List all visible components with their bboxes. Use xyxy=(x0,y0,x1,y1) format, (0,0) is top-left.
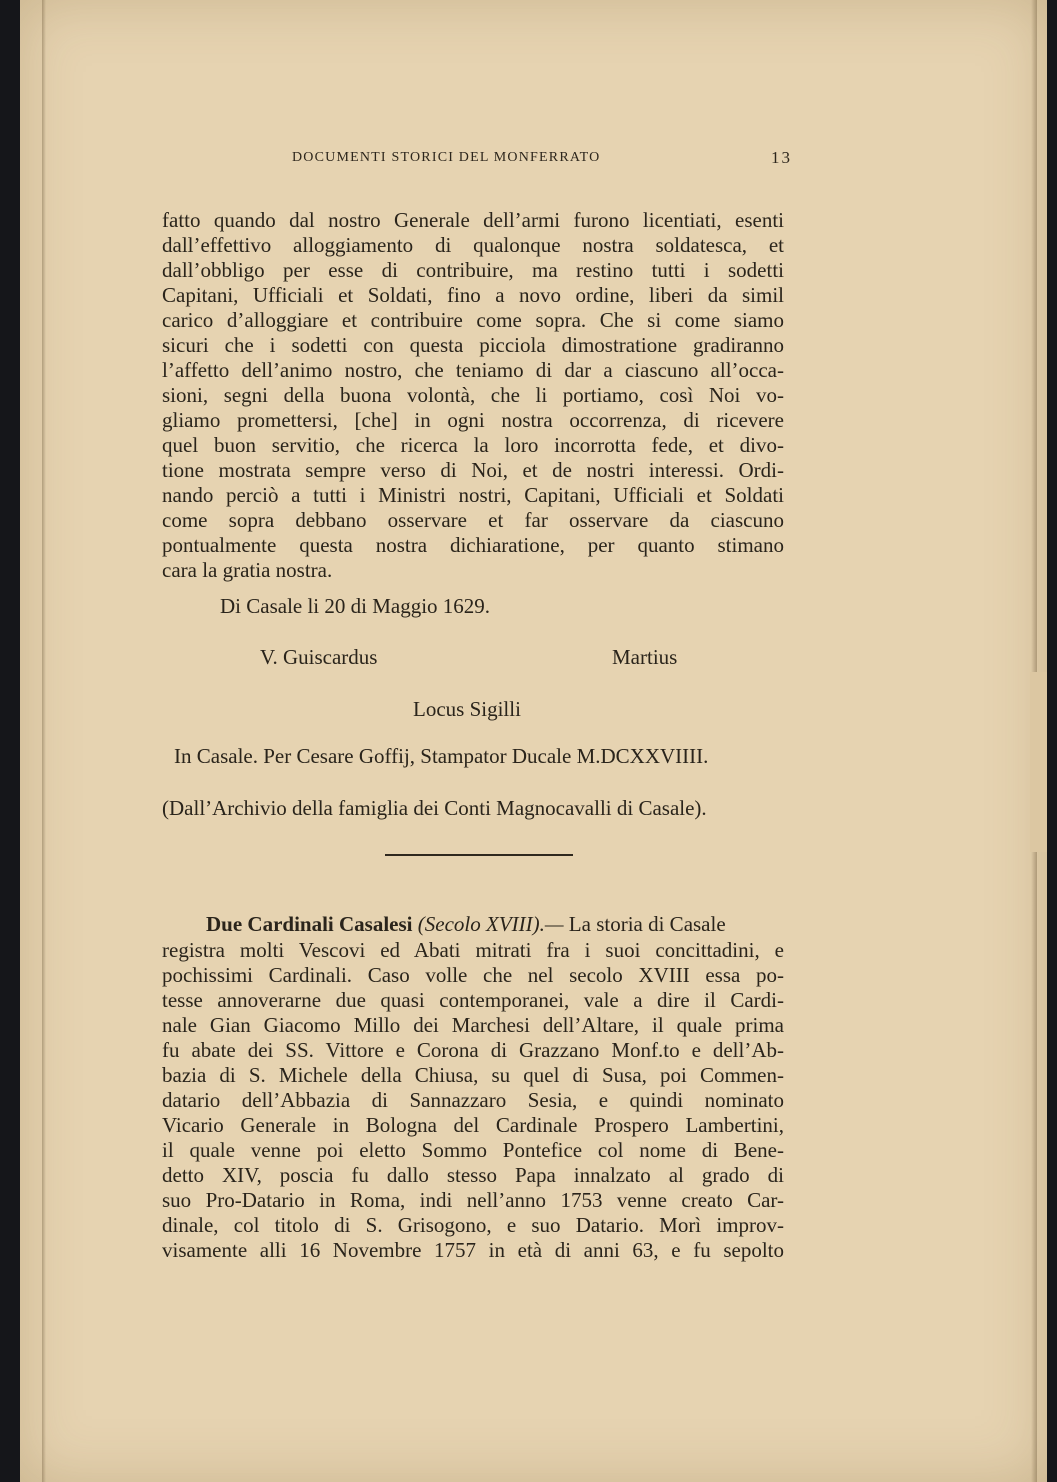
text-line: il quale venne poi eletto Sommo Pontefice col nome di Bene- xyxy=(162,1138,784,1162)
page-edge-tab xyxy=(1030,672,1047,852)
text-line: nale Gian Giacomo Millo dei Marchesi dell’Altare, il quale prima xyxy=(162,1013,784,1037)
signature-left: V. Guiscardus xyxy=(260,645,378,669)
text-line: fu abate dei SS. Vittore e Corona di Grazzano Monf.to e dell’Ab- xyxy=(162,1038,784,1062)
text-line: cara la gratia nostra. xyxy=(162,558,333,582)
running-header-title: DOCUMENTI STORICI DEL MONFERRATO xyxy=(292,150,601,165)
seal-note: Locus Sigilli xyxy=(413,697,521,721)
archive-source: (Dall’Archivio della famiglia dei Conti Magnocavalli di Casale). xyxy=(162,796,707,820)
text-line: tesse annoverarne due quasi contemporanei, vale a dire il Cardi- xyxy=(162,988,784,1012)
text-line: detto XIV, poscia fu dallo stesso Papa innalzato al grado di xyxy=(162,1163,784,1187)
text-line: fatto quando dal nostro Generale dell’armi furono licentiati, esenti xyxy=(162,208,784,232)
running-header xyxy=(292,150,792,174)
text-line: quel buon servitio, che ricerca la loro incorrotta fede, et divo- xyxy=(162,433,784,457)
date-line: Di Casale li 20 di Maggio 1629. xyxy=(220,594,491,618)
text-line: dall’obbligo per esse di contribuire, ma restino tutti i sodetti xyxy=(162,258,784,282)
page-gutter-shadow xyxy=(42,0,46,1482)
text-line: sicuri che i sodetti con questa picciola dimostratione gradiranno xyxy=(162,333,784,357)
text-line: carico d’alloggiare et contribuire come sopra. Che si come siamo xyxy=(162,308,784,332)
text-line: sioni, segni della buona volontà, che li portiamo, così Noi vo- xyxy=(162,383,784,407)
text-line: nando perciò a tutti i Ministri nostri, Capitani, Ufficiali et Soldati xyxy=(162,483,784,507)
text-line: gliamo promettersi, [che] in ogni nostra occorrenza, di ricevere xyxy=(162,408,784,432)
text-line: Capitani, Ufficiali et Soldati, fino a novo ordine, liberi da simil xyxy=(162,283,784,307)
text-line: datario dell’Abbazia di Sannazzaro Sesia, e quindi nominato xyxy=(162,1088,784,1112)
text-line: tione mostrata sempre verso di Noi, et de nostri interessi. Ordi- xyxy=(162,458,784,482)
page-number: 13 xyxy=(771,148,792,167)
text-line: come sopra debbano osservare et far osservare da ciascuno xyxy=(162,508,784,532)
text-line: Vicario Generale in Bologna del Cardinale Prospero Lambertini, xyxy=(162,1113,784,1137)
text-line: dall’effettivo alloggiamento di qualonque nostra soldatesca, et xyxy=(162,233,784,257)
text-line: dinale, col titolo di S. Grisogono, e suo Datario. Morì improv- xyxy=(162,1213,784,1237)
section-heading-period: (Secolo XVIII).— xyxy=(417,912,564,936)
text-line: pochissimi Cardinali. Caso volle che nel secolo XVIII essa po- xyxy=(162,963,784,987)
text-line: registra molti Vescovi ed Abati mitrati fra i suoi concittadini, e xyxy=(162,938,784,962)
signature-right: Martius xyxy=(612,645,678,669)
text-line: pontualmente questa nostra dichiaratione, per quanto stimano xyxy=(162,533,784,557)
printer-line: In Casale. Per Cesare Goffij, Stampator Ducale M.DCXXVIIII. xyxy=(174,744,709,768)
text-line: suo Pro-Datario in Roma, indi nell’anno 1753 venne creato Car- xyxy=(162,1188,784,1212)
section-divider xyxy=(385,854,573,856)
section-heading-line xyxy=(206,911,726,937)
text-line: bazia di S. Michele della Chiusa, su quel di Susa, poi Commen- xyxy=(162,1063,784,1087)
text-line: l’affetto dell’animo nostro, che teniamo di dar a ciascuno all’occa- xyxy=(162,358,784,382)
section-first-line-text: La storia di Casale xyxy=(568,912,726,936)
text-line: visamente alli 16 Novembre 1757 in età di anni 63, e fu sepolto xyxy=(162,1238,784,1262)
section-heading: Due Cardinali Casalesi xyxy=(206,912,413,936)
